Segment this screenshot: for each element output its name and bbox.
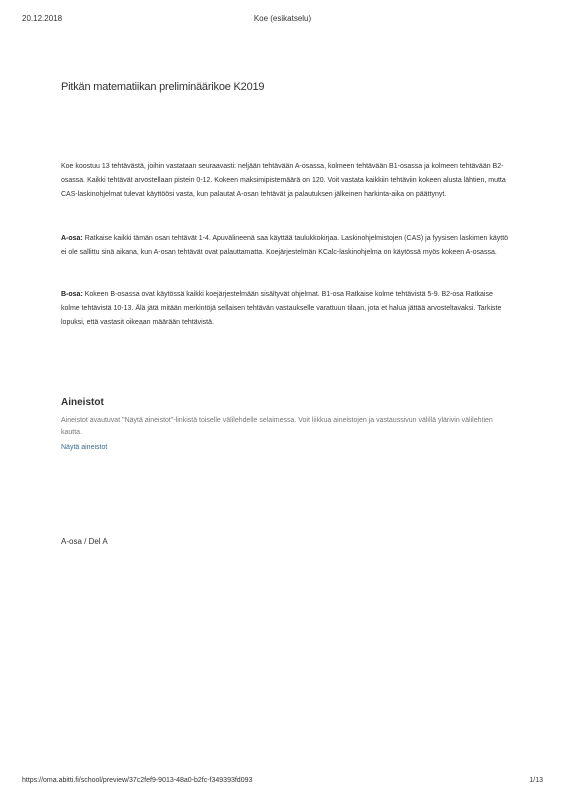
materials-description: Aineistot avautuvat "Näytä aineistot"-linkistä toiselle välilehdelle selaimessa. Voit liikkua aineistojen ja vastaussivun välillä ylärivin välilehtien kautta. bbox=[61, 417, 493, 436]
section-b-label: B-osa: bbox=[61, 291, 83, 298]
print-date: 20.12.2018 bbox=[22, 14, 63, 23]
part-label: A-osa / Del A bbox=[61, 537, 108, 546]
section-a-label: A-osa: bbox=[61, 235, 83, 242]
section-b-text: Kokeen B-osassa ovat käytössä kaikki koejärjestelmään sisältyvät ohjelmat. B1-osa Ratkaise kolme tehtävistä 5-9. B2-osa Ratkaise kolme tehtävistä 10-13. Älä jätä mitään merkintöjä sellaisen tehtävän vastaukselle varattuun tilaan, jota et halua jättää arvosteltavaksi. Tarkiste lopuksi, että vastasit oikeaan määrään tehtävistä. bbox=[61, 291, 502, 326]
print-page-title: Koe (esikatselu) bbox=[253, 14, 312, 23]
exam-title: Pitkän matematiikan preliminäärikoe K2019 bbox=[61, 81, 265, 93]
section-a-text: Ratkaise kaikki tämän osan tehtävät 1-4. Apuvälineenä saa käyttää taulukkokirjaa. Laskinohjelmistojen (CAS) ja fyysisen laskimen käyttö ei ole sallittu sinä aikana, kun A-osan tehtävät ovat palauttamatta. Koejärjestelmän KCalc-laskinohjelma on käytössä myös kokeen A-osassa. bbox=[61, 235, 509, 256]
page-number: 1/13 bbox=[529, 777, 543, 784]
materials-heading: Aineistot bbox=[61, 397, 104, 408]
page-url: https://oma.abitti.fi/school/preview/37c2fef9-9013-48a0-b2fc-f349393fd093 bbox=[22, 777, 253, 784]
section-b-instructions bbox=[61, 288, 509, 330]
exam-intro: Koe koostuu 13 tehtävästä, joihin vastataan seuraavasti: neljään tehtävään A-osassa, kolmeen tehtävään B1-osassa ja kolmeen tehtävään B2-osassa. Kaikki tehtävät arvostellaan pistein 0-12. Kokeen maksimipistemäärä on 120. Voit vastata kaikkiin tehtäviin kokeen alusta lähtien, mutta CAS-laskinohjelmat tulevat käyttöösi vasta, kun palautat A-osan tehtävät ja palautuksen jälkeinen harkinta-aika on päättynyt. bbox=[61, 163, 506, 198]
section-a-instructions bbox=[61, 232, 509, 260]
show-materials-link[interactable]: Näytä aineistot bbox=[61, 444, 108, 451]
